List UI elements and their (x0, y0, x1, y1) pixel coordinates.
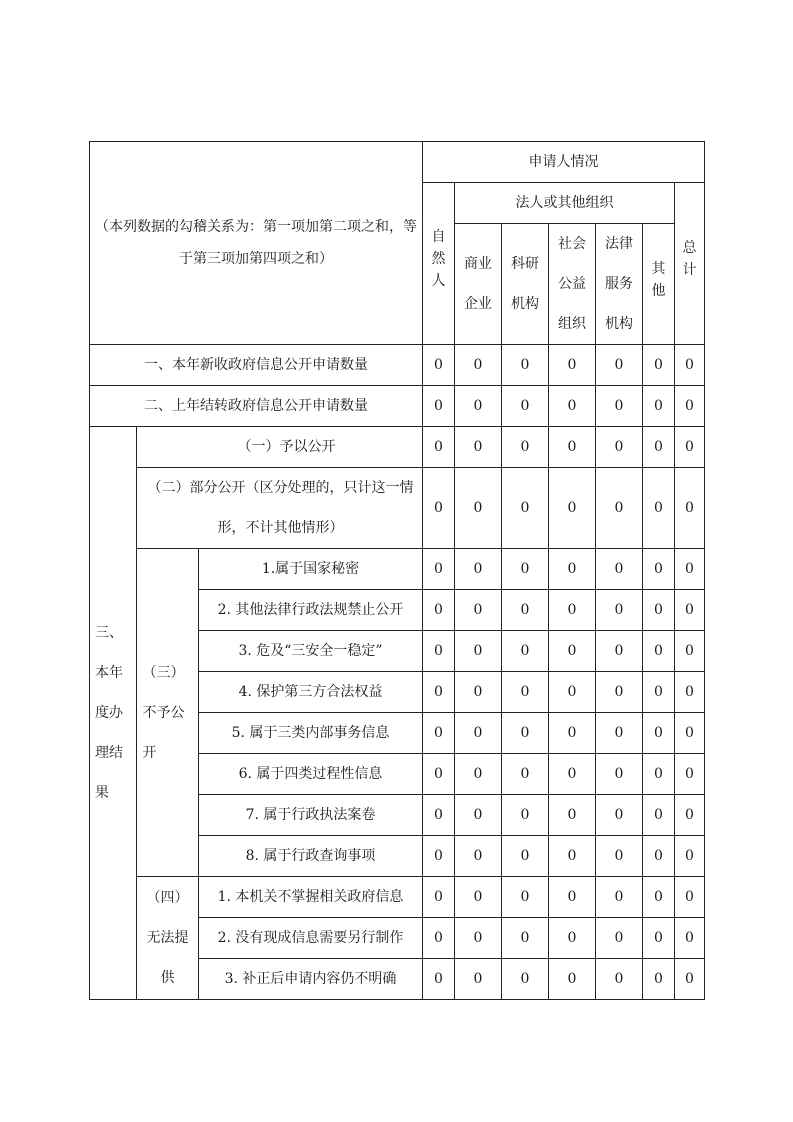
group-4-label: （四）无法提供 (137, 877, 199, 1000)
cell-value: 0 (502, 631, 549, 672)
legal-service-header: 法律服务机构 (596, 224, 643, 345)
cell-value: 0 (643, 549, 675, 590)
cell-value: 0 (643, 754, 675, 795)
cell-value: 0 (502, 672, 549, 713)
cell-value: 0 (502, 754, 549, 795)
cell-value: 0 (455, 877, 502, 918)
cell-value: 0 (596, 549, 643, 590)
cell-value: 0 (596, 877, 643, 918)
cell-value: 0 (643, 836, 675, 877)
group-3-label: （三）不予公开 (137, 549, 199, 877)
row-label: 7. 属于行政执法案卷 (199, 795, 423, 836)
row-label: 8. 属于行政查询事项 (199, 836, 423, 877)
cell-value: 0 (549, 631, 596, 672)
cell-value: 0 (423, 590, 455, 631)
cell-value: 0 (502, 877, 549, 918)
cell-value: 0 (423, 631, 455, 672)
cell-value: 0 (596, 795, 643, 836)
cell-value: 0 (596, 672, 643, 713)
cell-value: 0 (596, 918, 643, 959)
cell-value: 0 (502, 959, 549, 1000)
cell-value: 0 (675, 427, 705, 468)
row-label: 1. 本机关不掌握相关政府信息 (199, 877, 423, 918)
cell-value: 0 (596, 754, 643, 795)
cell-value: 0 (455, 795, 502, 836)
cell-value: 0 (549, 386, 596, 427)
cell-value: 0 (423, 386, 455, 427)
cell-value: 0 (675, 959, 705, 1000)
cell-value: 0 (675, 795, 705, 836)
cell-value: 0 (455, 468, 502, 549)
row-label: （二）部分公开（区分处理的，只计这一情形，不计其他情形） (137, 468, 423, 549)
cell-value: 0 (596, 590, 643, 631)
row-label: 6. 属于四类过程性信息 (199, 754, 423, 795)
cell-value: 0 (643, 468, 675, 549)
cell-value: 0 (502, 795, 549, 836)
cell-value: 0 (502, 590, 549, 631)
cell-value: 0 (675, 549, 705, 590)
cell-value: 0 (675, 672, 705, 713)
cell-value: 0 (502, 918, 549, 959)
row-label: 一、本年新收政府信息公开申请数量 (90, 345, 423, 386)
cell-value: 0 (549, 754, 596, 795)
cell-value: 0 (423, 427, 455, 468)
formula-note: （本列数据的勾稽关系为：第一项加第二项之和，等于第三项加第四项之和） (90, 142, 423, 345)
cell-value: 0 (643, 631, 675, 672)
other-header: 其他 (643, 224, 675, 345)
cell-value: 0 (596, 345, 643, 386)
natural-person-header: 自然人 (423, 183, 455, 345)
legal-org-header: 法人或其他组织 (455, 183, 675, 224)
cell-value: 0 (502, 345, 549, 386)
cell-value: 0 (455, 672, 502, 713)
cell-value: 0 (502, 713, 549, 754)
cell-value: 0 (596, 836, 643, 877)
cell-value: 0 (549, 345, 596, 386)
cell-value: 0 (502, 386, 549, 427)
cell-value: 0 (423, 345, 455, 386)
cell-value: 0 (455, 590, 502, 631)
cell-value: 0 (596, 468, 643, 549)
cell-value: 0 (643, 427, 675, 468)
row-label: 4. 保护第三方合法权益 (199, 672, 423, 713)
cell-value: 0 (675, 836, 705, 877)
row-label: （一）予以公开 (137, 427, 423, 468)
cell-value: 0 (423, 468, 455, 549)
cell-value: 0 (455, 631, 502, 672)
cell-value: 0 (549, 836, 596, 877)
cell-value: 0 (423, 877, 455, 918)
cell-value: 0 (643, 672, 675, 713)
cell-value: 0 (423, 795, 455, 836)
row-label: 2. 没有现成信息需要另行制作 (199, 918, 423, 959)
cell-value: 0 (596, 631, 643, 672)
table-row (90, 427, 705, 468)
cell-value: 0 (643, 713, 675, 754)
cell-value: 0 (643, 795, 675, 836)
table-row (90, 386, 705, 427)
cell-value: 0 (502, 468, 549, 549)
cell-value: 0 (675, 345, 705, 386)
cell-value: 0 (596, 386, 643, 427)
cell-value: 0 (549, 918, 596, 959)
row-label: 3. 补正后申请内容仍不明确 (199, 959, 423, 1000)
cell-value: 0 (455, 713, 502, 754)
row-label: 3. 危及“三安全一稳定” (199, 631, 423, 672)
row-label: 5. 属于三类内部事务信息 (199, 713, 423, 754)
cell-value: 0 (455, 959, 502, 1000)
cell-value: 0 (675, 590, 705, 631)
table-row (90, 877, 705, 918)
cell-value: 0 (675, 631, 705, 672)
research-header: 科研机构 (502, 224, 549, 345)
gov-info-disclosure-table (89, 141, 705, 1000)
commercial-header: 商业企业 (455, 224, 502, 345)
cell-value: 0 (455, 918, 502, 959)
cell-value: 0 (455, 754, 502, 795)
cell-value: 0 (549, 795, 596, 836)
cell-value: 0 (423, 836, 455, 877)
cell-value: 0 (455, 427, 502, 468)
cell-value: 0 (455, 345, 502, 386)
cell-value: 0 (455, 549, 502, 590)
cell-value: 0 (643, 386, 675, 427)
applicant-header: 申请人情况 (423, 142, 705, 183)
section-3-label: 三、本年度办理结果 (90, 427, 137, 1000)
row-label: 1.属于国家秘密 (199, 549, 423, 590)
cell-value: 0 (549, 468, 596, 549)
cell-value: 0 (549, 549, 596, 590)
cell-value: 0 (423, 754, 455, 795)
cell-value: 0 (549, 713, 596, 754)
table-row (90, 549, 705, 590)
cell-value: 0 (643, 590, 675, 631)
cell-value: 0 (455, 386, 502, 427)
cell-value: 0 (502, 427, 549, 468)
cell-value: 0 (549, 672, 596, 713)
table-row (90, 345, 705, 386)
cell-value: 0 (675, 713, 705, 754)
social-header: 社会公益组织 (549, 224, 596, 345)
cell-value: 0 (423, 959, 455, 1000)
cell-value: 0 (423, 918, 455, 959)
cell-value: 0 (675, 877, 705, 918)
cell-value: 0 (549, 877, 596, 918)
cell-value: 0 (423, 549, 455, 590)
cell-value: 0 (502, 549, 549, 590)
cell-value: 0 (423, 713, 455, 754)
cell-value: 0 (502, 836, 549, 877)
cell-value: 0 (596, 959, 643, 1000)
cell-value: 0 (596, 713, 643, 754)
cell-value: 0 (643, 345, 675, 386)
cell-value: 0 (675, 468, 705, 549)
cell-value: 0 (643, 959, 675, 1000)
cell-value: 0 (675, 386, 705, 427)
cell-value: 0 (643, 918, 675, 959)
cell-value: 0 (423, 672, 455, 713)
cell-value: 0 (643, 877, 675, 918)
cell-value: 0 (549, 590, 596, 631)
cell-value: 0 (675, 918, 705, 959)
cell-value: 0 (675, 754, 705, 795)
total-header: 总计 (675, 183, 705, 345)
cell-value: 0 (596, 427, 643, 468)
table-row (90, 468, 705, 549)
cell-value: 0 (549, 959, 596, 1000)
row-label: 2. 其他法律行政法规禁止公开 (199, 590, 423, 631)
row-label: 二、上年结转政府信息公开申请数量 (90, 386, 423, 427)
cell-value: 0 (455, 836, 502, 877)
cell-value: 0 (549, 427, 596, 468)
